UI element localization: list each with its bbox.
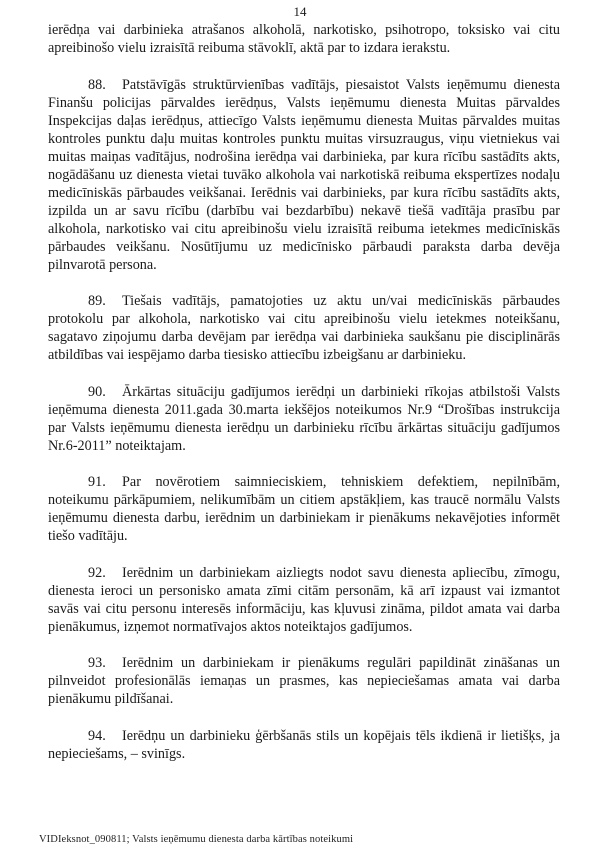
paragraph-number: 88.: [88, 76, 106, 93]
paragraph-number: 89.: [88, 293, 106, 309]
paragraph-number: 94.: [88, 727, 106, 744]
paragraph-number: 93.: [88, 655, 106, 671]
paragraph-91: [48, 473, 560, 545]
paragraph-text: Ierēdnim un darbiniekam aizliegts nodot savu dienesta apliecību, zīmogu, dienesta ieroci un personisko amata zīmi citām personām, kā arī izpaust vai izmantot savās vai citu personu interesēs informāciju, kas kļuvusi zināma, pildot amata vai darba pienākumus, izņemot normatīvajos aktos noteiktajos gadījumos.: [48, 564, 560, 635]
paragraph-number: 91.: [88, 474, 106, 490]
paragraph-text: Par novērotiem saimnieciskiem, tehniskiem defektiem, nepilnībām, noteikumu pārkāpumiem, nelikumībām un citiem apstākļiem, kas traucē normālu Valsts ieņēmumu dienesta darbu, ierēdnim un darbiniekam ir pienākums nekavējoties informēt tiešo vadītāju.: [48, 474, 560, 544]
paragraph-number: 92.: [88, 564, 106, 581]
paragraph-text: Tiešais vadītājs, pamatojoties uz aktu un/vai medicīniskās pārbaudes protokolu par alkohola, narkotisko vai citu apreibinošu vielu ietekmes noteikšanu, sagatavo ziņojumu darba devējam par ierēdņa vai darbinieka saukšanu pie disciplinārās atbildības vai iespējamo darba tiesisko attiecību izbeigšanu ar darbinieku.: [48, 293, 560, 363]
paragraph-90: [48, 383, 560, 455]
paragraph-93: [48, 654, 560, 708]
document-body: [48, 21, 560, 763]
page-footer: VIDIeksnot_090811; Valsts ieņēmumu dienesta darba kārtības noteikumi: [39, 834, 354, 845]
paragraph-89: [48, 292, 560, 364]
paragraph-text: Patstāvīgās struktūrvienības vadītājs, piesaistot Valsts ieņēmumu dienesta Finanšu policijas pārvaldes ierēdņus, Valsts ieņēmumu dienesta Muitas pārvaldes Inspekcijas daļas ierēdņus, attiecīgo Valsts ieņēmumu dienesta Muitas pārvaldes muitas kontroles punktu daļu muitas kontroles punktu muitas virsuzraugus, viņu vietniekus vai muitas maiņas vadītājus, nodrošina ierēdņa vai darbinieka, par kura rīcību sastādīts akts, nogādāšanu uz dienesta vietai tuvāko alkohola vai narkotiskā reibuma ekspertīzes nodaļu medicīniskās pārbaudes veikšanai. Ierēdnis vai darbinieks, par kura rīcību sastādīts akts, izpilda un ar savu rīcību (darbību vai bezdarbību) nekavē tiešā vadītāja prasību par alkohola, narkotisko vai citu apreibinošu vielu izraisītā reibuma ietekmes medicīniskās pārbaudes veikšanu. Nosūtījumu uz medicīnisko pārbaudi paraksta darba devēja pilnvarotā persona.: [48, 76, 560, 273]
page-number: 14: [293, 4, 307, 19]
paragraph-text: Ierēdņu un darbinieku ģērbšanās stils un kopējais tēls ikdienā ir lietišķs, ja nepieciešams, – svinīgs.: [48, 727, 560, 762]
paragraph-text: ierēdņa vai darbinieka atrašanos alkoholā, narkotisko, psihotropo, toksisko vai citu apreibinošo vielu izraisītā reibuma stāvoklī, aktā par to izdara ierakstu.: [48, 22, 560, 56]
paragraph-number: 90.: [88, 383, 106, 400]
paragraph-88: [48, 76, 560, 274]
paragraph-94: [48, 727, 560, 763]
paragraph-92: [48, 564, 560, 636]
paragraph-continuation: [48, 21, 560, 57]
paragraph-text: Ierēdnim un darbiniekam ir pienākums regulāri papildināt zināšanas un pilnveidot profesionālās iemaņas un prasmes, kas nepieciešamas amata vai darba pienākumu pildīšanai.: [48, 655, 560, 707]
paragraph-text: Ārkārtas situāciju gadījumos ierēdņi un darbinieki rīkojas atbilstoši Valsts ieņēmuma dienesta 2011.gada 30.marta iekšējos noteikumos Nr.9 “Drošības instrukcija par Valsts ieņēmumu dienesta ierēdņu un darbinieku rīcību ārkārtas situāciju gadījumos Nr.6-2011” noteiktajam.: [48, 383, 560, 454]
